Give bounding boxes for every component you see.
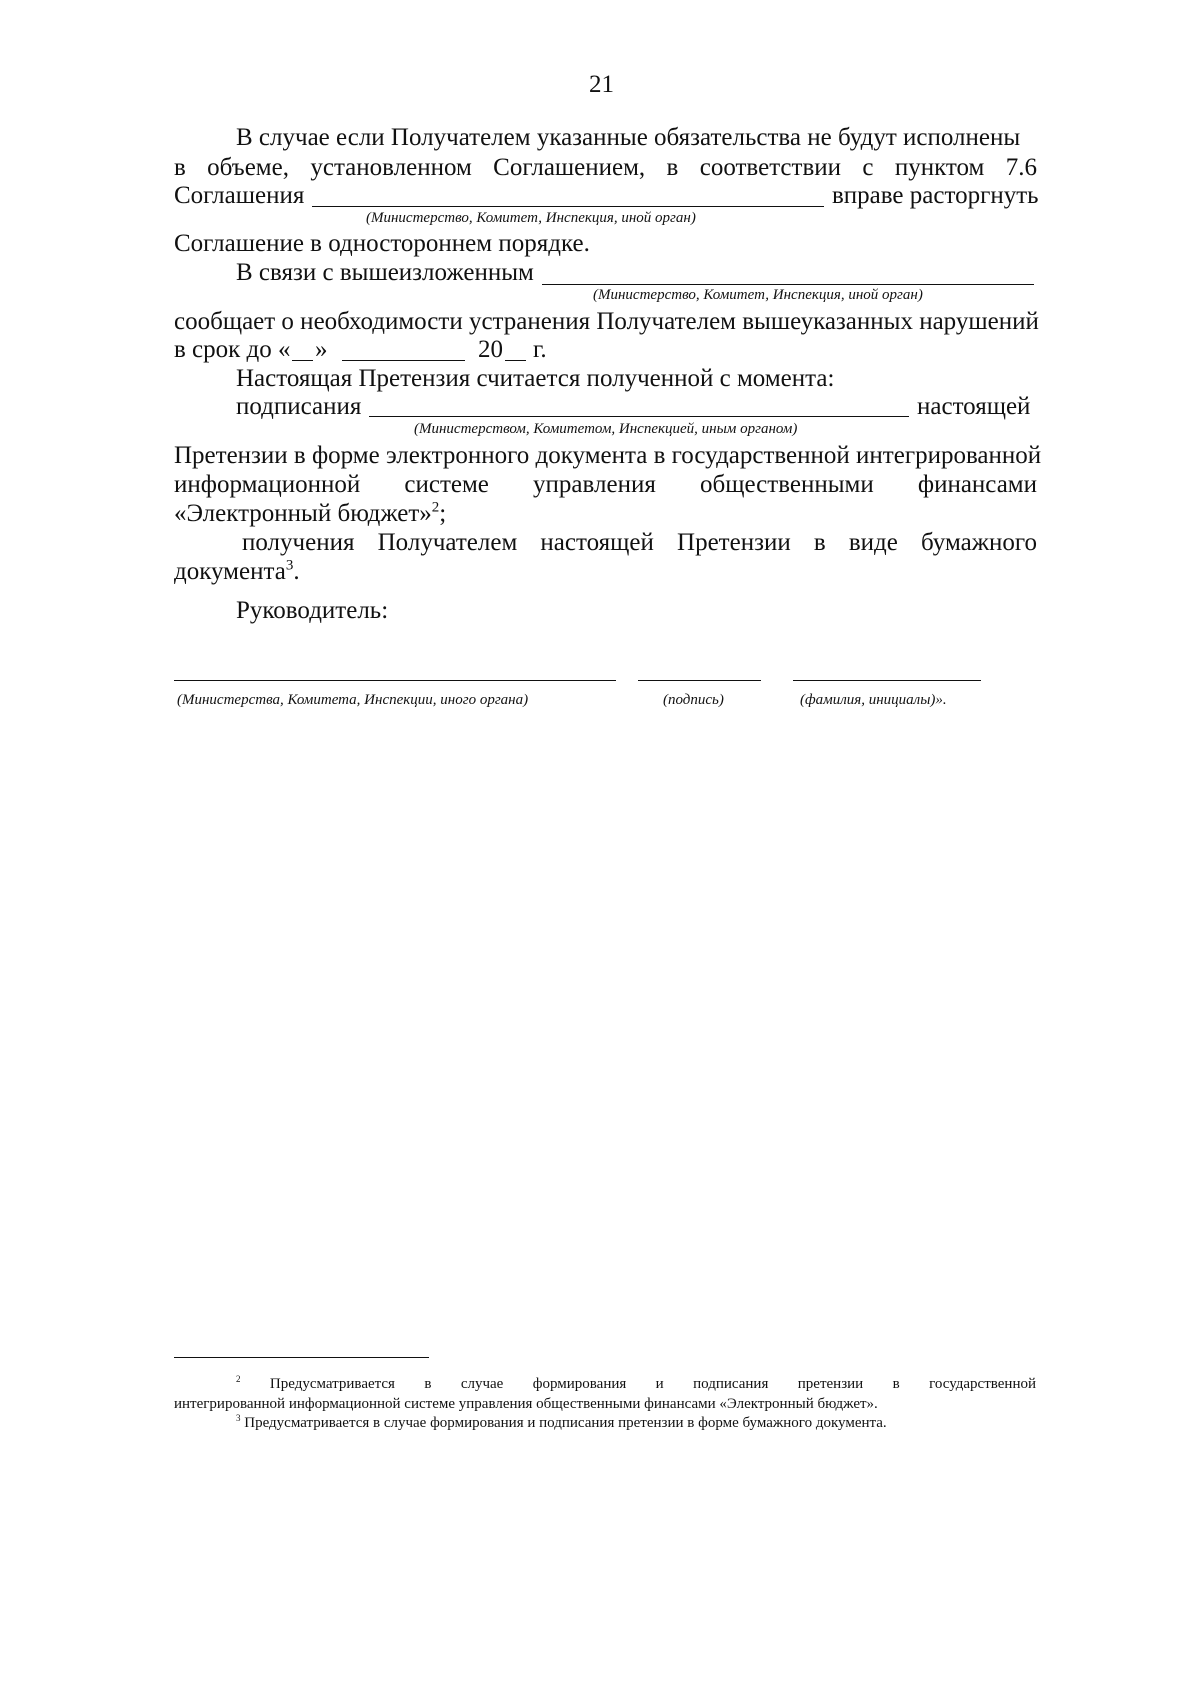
footnote-2-line2: интегрированной информационной системе управления общественными финансами «Электронный бюджет». <box>174 1396 878 1412</box>
para2-line2: сообщает о необходимости устранения Получателем вышеуказанных нарушений <box>174 308 1039 335</box>
footnote-2-mark: 2 <box>236 1374 241 1384</box>
para3-line7 <box>174 557 300 587</box>
deadline-year-line <box>505 360 526 361</box>
para1-line4: Соглашение в одностороннем порядке. <box>174 230 590 257</box>
para2-year-suffix: г. <box>533 336 547 363</box>
para2-prefix: В связи с вышеизложенным <box>236 259 534 286</box>
deadline-day-line <box>292 360 313 361</box>
footnote-3 <box>236 1413 887 1433</box>
para3-line1: Настоящая Претензия считается полученной с момента: <box>236 365 835 392</box>
signature-title: Руководитель: <box>236 597 389 624</box>
para2-deadline-prefix: в срок до « <box>174 336 291 363</box>
para2-organ-line <box>542 284 1034 285</box>
page-number: 21 <box>589 71 614 98</box>
signature-caption-sign: (подпись) <box>663 692 724 708</box>
signature-name-line <box>793 680 981 681</box>
para3-line5-text: «Электронный бюджет» <box>174 500 432 527</box>
para3-caption: (Министерством, Комитетом, Инспекцией, иным органом) <box>414 421 798 437</box>
signature-sign-line <box>638 680 761 681</box>
footnote-separator <box>174 1357 429 1358</box>
para2-deadline-mid: » <box>315 336 328 363</box>
para3-sign-suffix: настоящей <box>917 393 1031 420</box>
footnote-2-line1 <box>236 1374 1036 1394</box>
footnote-2-text: Предусматривается в случае формирования и подписания претензии в государственной <box>269 1376 1037 1392</box>
signature-caption-org: (Министерства, Комитета, Инспекции, иного органа) <box>177 692 529 708</box>
para3-line5 <box>174 499 446 529</box>
footnote-3-text: Предусматривается в случае формирования и подписания претензии в форме бумажного документа. <box>244 1415 887 1431</box>
para1-caption: (Министерство, Комитет, Инспекция, иной орган) <box>366 210 696 226</box>
para3-line5-end: ; <box>439 500 447 527</box>
signature-caption-name: (фамилия, инициалы)». <box>800 692 947 708</box>
para1-line3-suffix: вправе расторгнуть <box>832 182 1039 209</box>
para3-line6: получения Получателем настоящей Претензии в виде бумажного <box>242 529 1037 556</box>
footnote-ref-2: 2 <box>431 499 440 516</box>
para1-signature-line <box>312 206 824 207</box>
para1-line3-prefix: Соглашения <box>174 182 305 209</box>
para3-line7-end: . <box>293 558 300 585</box>
signature-org-line <box>174 680 616 681</box>
para3-line3: Претензии в форме электронного документа в государственной интегрированной <box>174 442 1042 469</box>
deadline-month-line <box>342 360 465 361</box>
footnote-ref-3: 3 <box>285 557 294 574</box>
para3-organ-line <box>369 416 909 417</box>
para3-line4: информационной системе управления общественными финансами <box>174 471 1037 498</box>
para3-sign-prefix: подписания <box>236 393 362 420</box>
para1-line1: В случае если Получателем указанные обязательства не будут исполнены <box>236 124 1021 151</box>
para1-line2: в объеме, установленном Соглашением, в соответствии с пунктом 7.6 <box>174 154 1037 181</box>
para2-year-prefix: 20 <box>478 336 503 363</box>
para3-line7-text: документа <box>174 558 286 585</box>
footnote-3-mark: 3 <box>236 1413 241 1423</box>
para2-caption: (Министерство, Комитет, Инспекция, иной орган) <box>593 287 923 303</box>
